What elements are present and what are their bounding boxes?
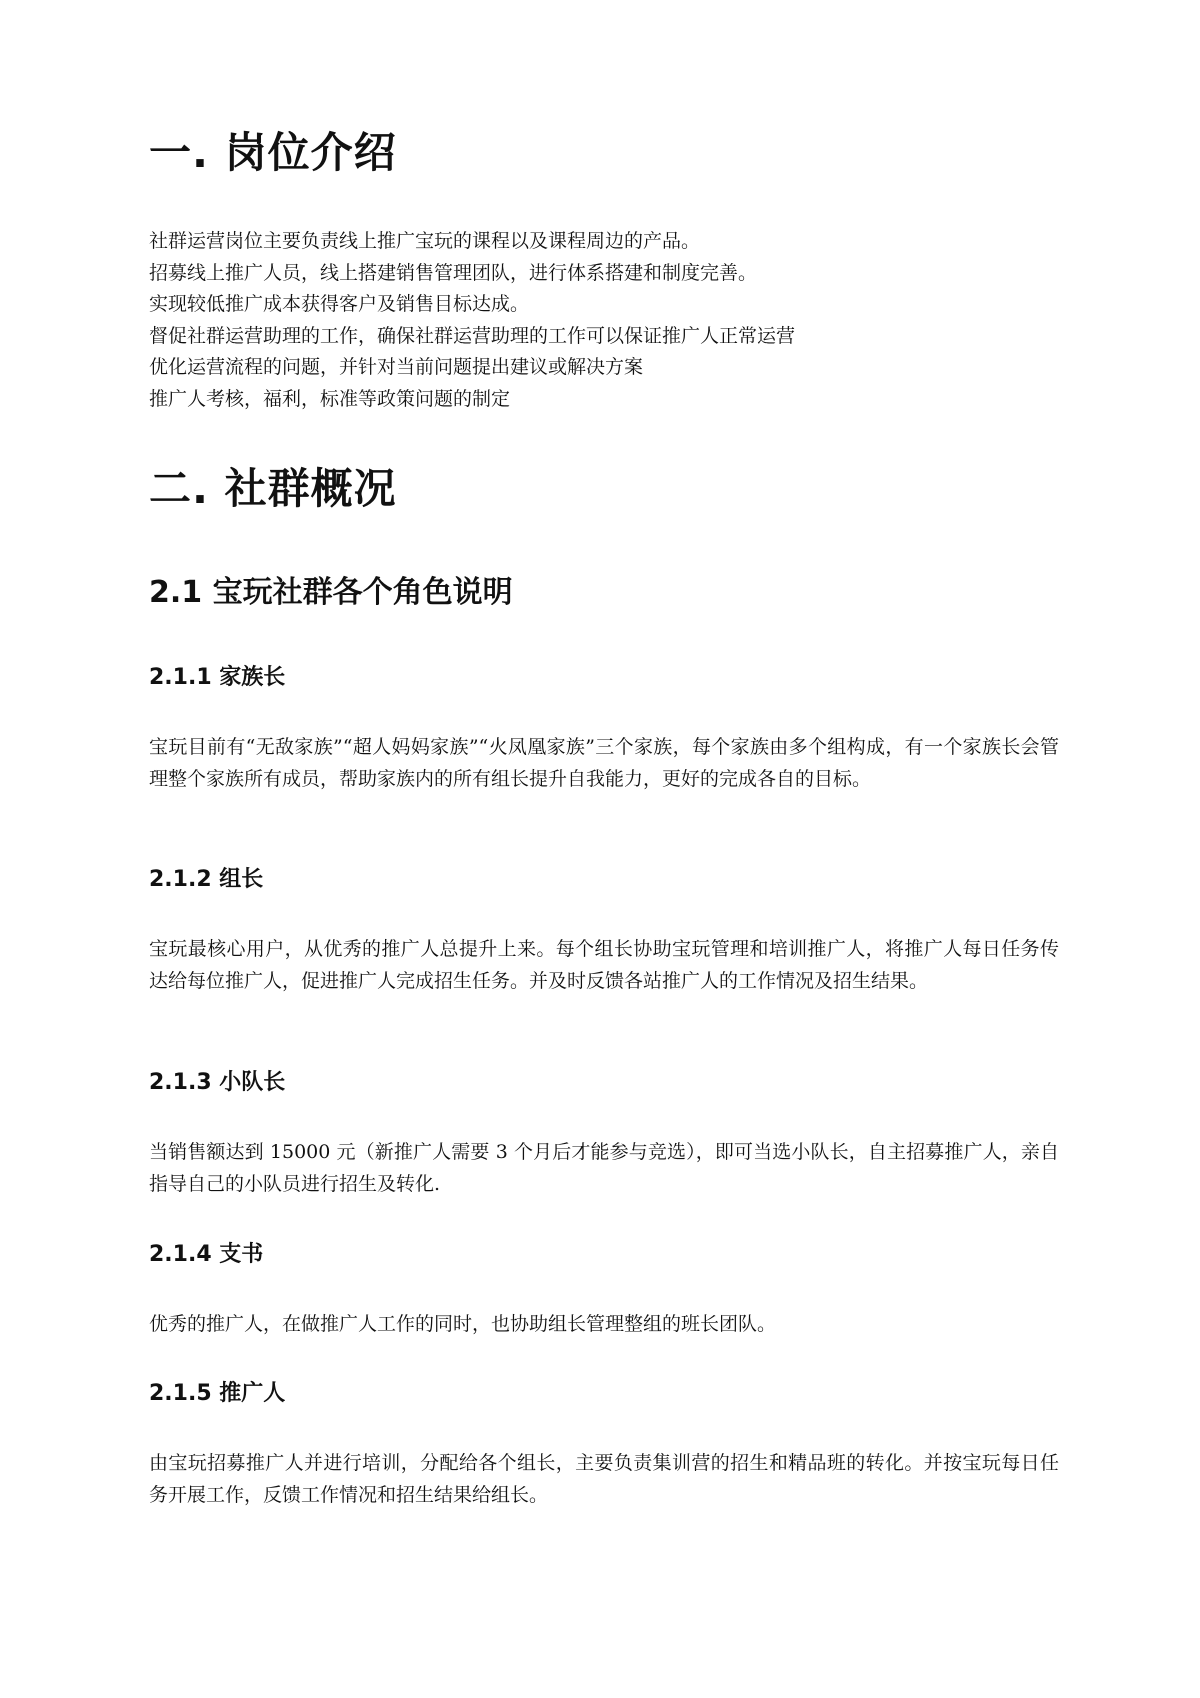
subsection-2-1-heading: 2.1 宝玩社群各个角色说明 xyxy=(149,575,513,610)
role-heading-promoter: 2.1.5 推广人 xyxy=(149,1381,286,1406)
job-description-line: 招募线上推广人员，线上搭建销售管理团队，进行体系搭建和制度完善。 xyxy=(149,261,758,284)
role-heading-team-leader: 2.1.3 小队长 xyxy=(149,1070,286,1095)
job-description-line: 优化运营流程的问题，并针对当前问题提出建议或解决方案 xyxy=(149,356,644,378)
role-description-family-leader: 宝玩目前有“无敌家族”“超人妈妈家族”“火凤凰家族”三个家族，每个家族由多个组构成，有一个家族长会管理整个家族所有成员，帮助家族内的所有组长提升自我能力，更好的完成各自的目标。 xyxy=(149,736,1059,790)
section-1-heading: 一. 岗位介绍 xyxy=(149,128,397,177)
job-description-line: 实现较低推广成本获得客户及销售目标达成。 xyxy=(149,293,530,315)
role-description-promoter: 由宝玩招募推广人并进行培训，分配给各个组长，主要负责集训营的招生和精品班的转化。并按宝玩每日任务开展工作，反馈工作情况和招生结果给组长。 xyxy=(149,1452,1059,1506)
role-description-group-leader: 宝玩最核心用户，从优秀的推广人总提升上来。每个组长协助宝玩管理和培训推广人，将推广人每日任务传达给每位推广人，促进推广人完成招生任务。并及时反馈各站推广人的工作情况及招生结果。 xyxy=(149,938,1059,992)
role-heading-secretary: 2.1.4 支书 xyxy=(149,1242,264,1267)
role-description-secretary: 优秀的推广人，在做推广人工作的同时，也协助组长管理整组的班长团队。 xyxy=(149,1313,777,1335)
job-description-line: 推广人考核，福利，标准等政策问题的制定 xyxy=(149,387,511,410)
section-2-heading: 二. 社群概况 xyxy=(149,464,397,513)
role-heading-family-leader: 2.1.1 家族长 xyxy=(149,665,286,690)
role-heading-group-leader: 2.1.2 组长 xyxy=(149,867,264,892)
job-description-line: 社群运营岗位主要负责线上推广宝玩的课程以及课程周边的产品。 xyxy=(149,230,701,252)
role-description-team-leader: 当销售额达到 15000 元（新推广人需要 3 个月后才能参与竞选），即可当选小队长，自主招募推广人，亲自指导自己的小队员进行招生及转化. xyxy=(149,1141,1059,1195)
job-description-list xyxy=(149,226,795,415)
job-description-line: 督促社群运营助理的工作，确保社群运营助理的工作可以保证推广人正常运营 xyxy=(149,324,796,347)
